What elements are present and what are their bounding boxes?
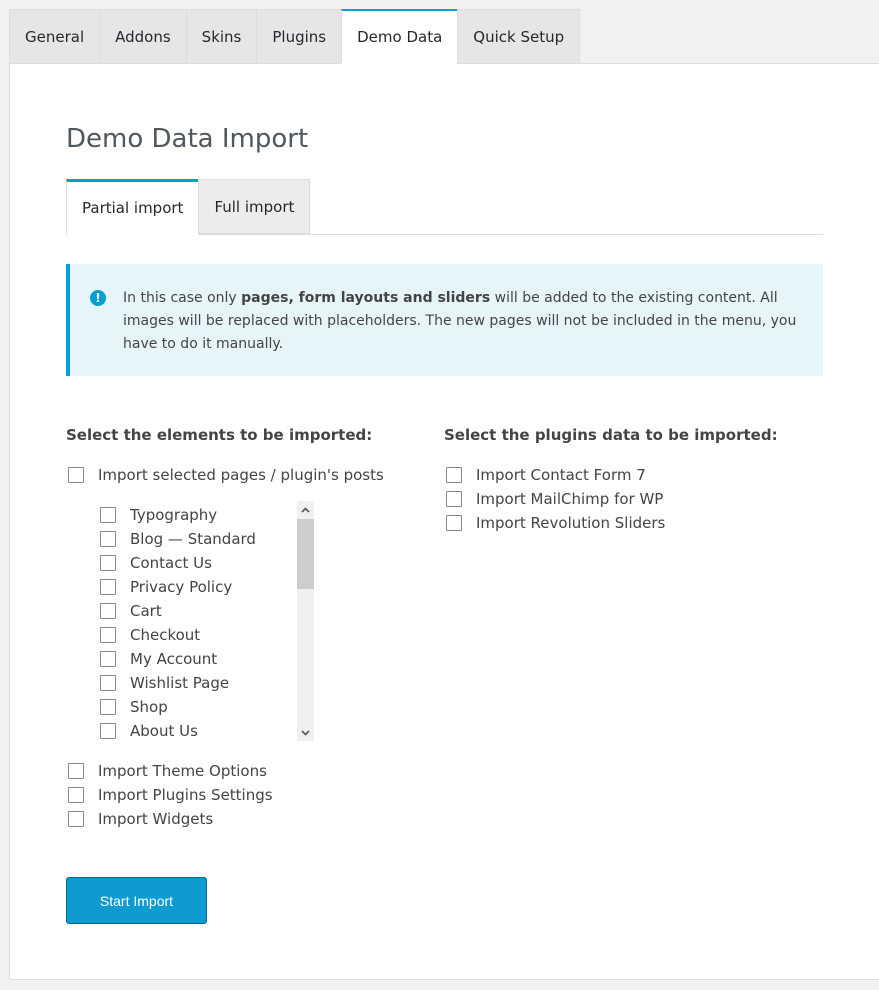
import-plugins-settings-checkbox[interactable] (68, 787, 84, 803)
page-label: Checkout (130, 626, 201, 644)
import-contact-form-7-checkbox[interactable] (446, 467, 462, 483)
page-checkbox[interactable] (100, 555, 116, 571)
list-item[interactable] (100, 601, 162, 621)
notice-text-after: will be added to the existing content. All images will be replaced with placeholders. The new pages will not be included in the menu, you have to do it manually. (123, 290, 797, 352)
import-revolution-sliders[interactable] (446, 513, 665, 533)
page-checkbox[interactable] (100, 675, 116, 691)
page-label: Typography (130, 506, 218, 524)
page-label: Privacy Policy (130, 578, 233, 596)
import-revolution-sliders-checkbox[interactable] (446, 515, 462, 531)
page-label: Shop (130, 698, 168, 716)
import-mailchimp[interactable] (446, 489, 663, 509)
import-mailchimp-label: Import MailChimp for WP (476, 490, 664, 508)
import-mode-tabs (66, 179, 823, 235)
page-checkbox[interactable] (100, 699, 116, 715)
list-item[interactable] (100, 553, 212, 573)
import-contact-form-7[interactable] (446, 465, 646, 485)
page-title: Demo Data Import (66, 124, 309, 154)
tab-full-import[interactable]: Full import (198, 179, 310, 234)
list-item[interactable] (100, 673, 229, 693)
page-checkbox[interactable] (100, 579, 116, 595)
notice-text-bold: pages, form layouts and sliders (241, 290, 491, 306)
page-checkbox[interactable] (100, 603, 116, 619)
tab-addons[interactable]: Addons (99, 9, 186, 64)
list-item[interactable] (100, 721, 198, 741)
scroll-down-icon[interactable] (297, 724, 314, 741)
page-label: Contact Us (130, 554, 212, 572)
page-label: Cart (130, 602, 162, 620)
import-pages-option[interactable] (68, 465, 384, 485)
tab-partial-import[interactable]: Partial import (66, 179, 198, 235)
import-contact-form-7-label: Import Contact Form 7 (476, 466, 646, 484)
page-label: Wishlist Page (130, 674, 230, 692)
import-theme-options[interactable] (68, 761, 267, 781)
list-item[interactable] (100, 649, 217, 669)
page-checkbox[interactable] (100, 531, 116, 547)
scroll-up-icon[interactable] (297, 501, 314, 518)
notice-text-before: In this case only (123, 290, 242, 306)
page-checkbox[interactable] (100, 627, 116, 643)
scroll-thumb[interactable] (297, 519, 314, 589)
import-widgets[interactable] (68, 809, 213, 829)
tab-general[interactable]: General (9, 9, 99, 64)
list-item[interactable] (100, 625, 200, 645)
main-panel (9, 63, 879, 980)
elements-heading: Select the elements to be imported: (66, 426, 373, 444)
page-label: My Account (130, 650, 218, 668)
start-import-button[interactable]: Start Import (66, 877, 207, 924)
import-pages-label: Import selected pages / plugin's posts (98, 466, 384, 484)
pages-list[interactable] (100, 501, 315, 741)
import-revolution-sliders-label: Import Revolution Sliders (476, 514, 666, 532)
plugins-heading: Select the plugins data to be imported: (444, 426, 778, 444)
page-label: Blog — Standard (130, 530, 256, 548)
import-plugins-settings[interactable] (68, 785, 273, 805)
import-widgets-checkbox[interactable] (68, 811, 84, 827)
page-label: About Us (130, 722, 198, 740)
pages-list-scrollbar[interactable] (297, 501, 314, 741)
list-item[interactable] (100, 697, 168, 717)
tab-skins[interactable]: Skins (186, 9, 257, 64)
import-theme-options-checkbox[interactable] (68, 763, 84, 779)
top-tab-bar (9, 9, 580, 64)
page-checkbox[interactable] (100, 507, 116, 523)
info-notice (66, 264, 823, 376)
import-theme-options-label: Import Theme Options (98, 762, 267, 780)
import-pages-checkbox[interactable] (68, 467, 84, 483)
import-plugins-settings-label: Import Plugins Settings (98, 786, 273, 804)
tab-quick-setup[interactable]: Quick Setup (457, 9, 580, 64)
import-mailchimp-checkbox[interactable] (446, 491, 462, 507)
tab-plugins[interactable]: Plugins (256, 9, 341, 64)
list-item[interactable] (100, 529, 256, 549)
page-checkbox[interactable] (100, 651, 116, 667)
import-widgets-label: Import Widgets (98, 810, 214, 828)
list-item[interactable] (100, 505, 217, 525)
info-icon: ! (90, 290, 106, 306)
tab-demo-data[interactable]: Demo Data (341, 9, 457, 64)
list-item[interactable] (100, 577, 232, 597)
page-checkbox[interactable] (100, 723, 116, 739)
